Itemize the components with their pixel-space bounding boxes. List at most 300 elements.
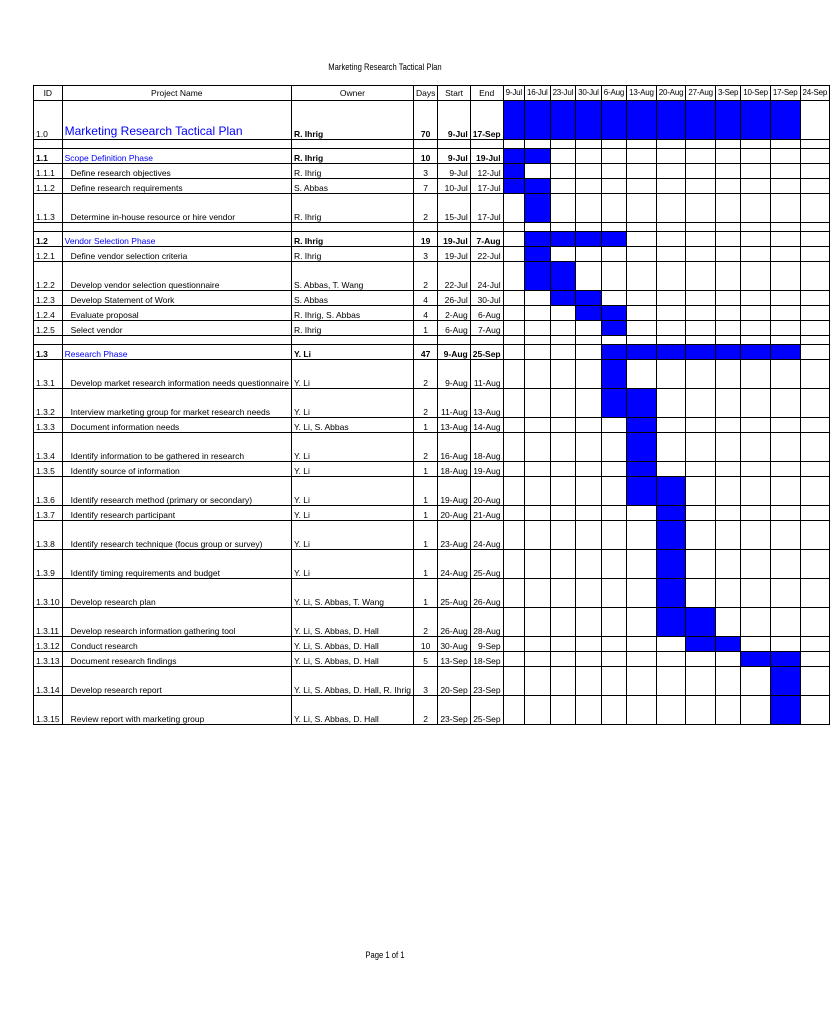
gantt-empty-cell [715, 579, 740, 608]
task-name [62, 232, 291, 247]
days: 70 [413, 101, 437, 140]
gantt-empty-cell [715, 433, 740, 462]
gantt-empty-cell [524, 506, 550, 521]
start-date: 11-Aug [438, 389, 470, 418]
gantt-empty-cell [627, 262, 657, 291]
gantt-empty-cell [503, 550, 524, 579]
task-name [62, 462, 291, 477]
gantt-empty-cell [656, 232, 686, 247]
gantt-empty-cell [741, 247, 771, 262]
empty-cell [438, 336, 470, 345]
owner: R. Ihrig [291, 194, 413, 223]
end-date: 25-Sep [470, 696, 503, 725]
gantt-empty-cell [715, 306, 740, 321]
task-name-text: Develop research report [70, 685, 162, 695]
gantt-bar-cell [715, 101, 740, 140]
days: 47 [413, 345, 437, 360]
gantt-empty-cell [715, 247, 740, 262]
start-date: 23-Aug [438, 521, 470, 550]
gantt-empty-cell [800, 247, 830, 262]
week-header: 27-Aug [686, 86, 716, 101]
gantt-empty-cell [601, 179, 626, 194]
gantt-bar-cell [601, 321, 626, 336]
gantt-empty-cell [601, 247, 626, 262]
task-row [34, 521, 830, 550]
task-name [62, 579, 291, 608]
end-date: 7-Aug [470, 321, 503, 336]
gantt-empty-cell [656, 306, 686, 321]
gantt-empty-cell [524, 306, 550, 321]
gantt-empty-cell [715, 360, 740, 389]
task-row [34, 667, 830, 696]
gantt-empty-cell [576, 179, 602, 194]
gantt-bar-cell [770, 667, 800, 696]
gantt-empty-cell [656, 418, 686, 433]
gantt-bar-cell [627, 433, 657, 462]
days: 19 [413, 232, 437, 247]
start-date: 26-Aug [438, 608, 470, 637]
gantt-bar-cell [550, 291, 576, 306]
gantt-bar-cell [770, 345, 800, 360]
owner: Y. Li, S. Abbas, D. Hall [291, 637, 413, 652]
gantt-empty-cell [576, 164, 602, 179]
row-id: 1.2.5 [34, 321, 63, 336]
gantt-empty-cell [576, 608, 602, 637]
days: 5 [413, 652, 437, 667]
gantt-empty-cell [550, 321, 576, 336]
end-date: 18-Sep [470, 652, 503, 667]
empty-cell [413, 140, 437, 149]
gantt-bar-cell [524, 179, 550, 194]
row-id: 1.3.12 [34, 637, 63, 652]
start-date: 10-Jul [438, 179, 470, 194]
start-date: 20-Aug [438, 506, 470, 521]
owner: R. Ihrig [291, 247, 413, 262]
owner: R. Ihrig [291, 149, 413, 164]
gantt-empty-cell [550, 179, 576, 194]
gantt-bar-cell [656, 506, 686, 521]
gantt-empty-cell [601, 477, 626, 506]
gantt-empty-cell [770, 179, 800, 194]
task-name [62, 306, 291, 321]
gantt-empty-cell [550, 506, 576, 521]
gantt-empty-cell [524, 433, 550, 462]
days: 3 [413, 667, 437, 696]
spacer-row [34, 336, 830, 345]
task-name-text: Document research findings [70, 656, 177, 666]
empty-cell [601, 336, 626, 345]
gantt-empty-cell [550, 389, 576, 418]
gantt-empty-cell [550, 667, 576, 696]
empty-cell [656, 140, 686, 149]
gantt-empty-cell [686, 149, 716, 164]
task-name-text: Conduct research [70, 641, 138, 651]
gantt-empty-cell [686, 291, 716, 306]
end-date: 17-Sep [470, 101, 503, 140]
gantt-empty-cell [550, 550, 576, 579]
gantt-empty-cell [770, 608, 800, 637]
start-date: 15-Jul [438, 194, 470, 223]
end-date: 9-Sep [470, 637, 503, 652]
task-row [34, 418, 830, 433]
task-name-text: Review report with marketing group [70, 714, 205, 724]
task-row [34, 608, 830, 637]
row-id: 1.1.1 [34, 164, 63, 179]
row-id: 1.3.9 [34, 550, 63, 579]
gantt-empty-cell [627, 194, 657, 223]
gantt-empty-cell [686, 321, 716, 336]
gantt-empty-cell [627, 521, 657, 550]
empty-cell [627, 336, 657, 345]
gantt-empty-cell [715, 521, 740, 550]
gantt-empty-cell [800, 477, 830, 506]
task-row [34, 164, 830, 179]
gantt-empty-cell [550, 345, 576, 360]
row-id: 1.3.4 [34, 433, 63, 462]
gantt-bar-cell [503, 149, 524, 164]
gantt-bar-cell [770, 652, 800, 667]
gantt-bar-cell [741, 101, 771, 140]
gantt-empty-cell [601, 652, 626, 667]
empty-cell [627, 140, 657, 149]
gantt-empty-cell [503, 667, 524, 696]
gantt-empty-cell [627, 637, 657, 652]
week-header: 3-Sep [715, 86, 740, 101]
gantt-bar-cell [770, 101, 800, 140]
gantt-empty-cell [656, 321, 686, 336]
start-date: 18-Aug [438, 462, 470, 477]
gantt-bar-cell [686, 637, 716, 652]
days: 1 [413, 550, 437, 579]
week-header: 16-Jul [524, 86, 550, 101]
gantt-empty-cell [800, 521, 830, 550]
row-id: 1.3.2 [34, 389, 63, 418]
gantt-empty-cell [627, 291, 657, 306]
gantt-empty-cell [741, 696, 771, 725]
gantt-empty-cell [770, 477, 800, 506]
task-row [34, 389, 830, 418]
end-date: 24-Aug [470, 521, 503, 550]
empty-cell [601, 140, 626, 149]
task-name [62, 521, 291, 550]
gantt-empty-cell [524, 418, 550, 433]
task-name-text: Develop research information gathering tool [70, 626, 236, 636]
empty-cell [656, 336, 686, 345]
gantt-empty-cell [741, 321, 771, 336]
gantt-empty-cell [627, 506, 657, 521]
start-date: 25-Aug [438, 579, 470, 608]
gantt-empty-cell [503, 637, 524, 652]
start-date: 2-Aug [438, 306, 470, 321]
gantt-empty-cell [686, 652, 716, 667]
owner: Y. Li, S. Abbas, T. Wang [291, 579, 413, 608]
end-date: 28-Aug [470, 608, 503, 637]
days-header: Days [413, 86, 437, 101]
gantt-empty-cell [741, 262, 771, 291]
row-id: 1.1 [34, 149, 63, 164]
owner: S. Abbas, T. Wang [291, 262, 413, 291]
start-date: 9-Aug [438, 360, 470, 389]
end-date: 14-Aug [470, 418, 503, 433]
row-id: 1.3.15 [34, 696, 63, 725]
gantt-empty-cell [601, 637, 626, 652]
gantt-empty-cell [601, 462, 626, 477]
owner: S. Abbas [291, 179, 413, 194]
start-date: 19-Jul [438, 232, 470, 247]
gantt-empty-cell [715, 149, 740, 164]
gantt-empty-cell [686, 667, 716, 696]
task-name [62, 506, 291, 521]
gantt-empty-cell [715, 321, 740, 336]
start-date: 19-Jul [438, 247, 470, 262]
owner: Y. Li, S. Abbas, D. Hall, R. Ihrig [291, 667, 413, 696]
empty-cell [413, 223, 437, 232]
plan-body [34, 101, 830, 725]
end-date: 12-Jul [470, 164, 503, 179]
gantt-empty-cell [741, 291, 771, 306]
days: 1 [413, 462, 437, 477]
days: 3 [413, 247, 437, 262]
project-name-header: Project Name [62, 86, 291, 101]
gantt-bar-cell [524, 262, 550, 291]
week-header: 30-Jul [576, 86, 602, 101]
gantt-empty-cell [741, 194, 771, 223]
gantt-empty-cell [576, 321, 602, 336]
owner: Y. Li [291, 521, 413, 550]
task-name-text: Select vendor [70, 325, 123, 335]
gantt-empty-cell [524, 608, 550, 637]
page-number: Page 1 of 1 [365, 950, 405, 960]
task-name-text: Evaluate proposal [70, 310, 139, 320]
days: 2 [413, 389, 437, 418]
gantt-empty-cell [770, 521, 800, 550]
start-date: 16-Aug [438, 433, 470, 462]
task-row [34, 579, 830, 608]
gantt-empty-cell [770, 262, 800, 291]
gantt-empty-cell [800, 579, 830, 608]
empty-cell [470, 336, 503, 345]
gantt-empty-cell [627, 608, 657, 637]
row-id: 1.1.2 [34, 179, 63, 194]
gantt-empty-cell [524, 637, 550, 652]
gantt-empty-cell [800, 550, 830, 579]
gantt-empty-cell [715, 262, 740, 291]
row-id: 1.3.11 [34, 608, 63, 637]
gantt-empty-cell [503, 521, 524, 550]
gantt-empty-cell [601, 608, 626, 637]
task-name-text: Develop vendor selection questionnaire [70, 280, 220, 290]
task-name [62, 433, 291, 462]
empty-cell [686, 223, 716, 232]
gantt-empty-cell [800, 345, 830, 360]
empty-cell [576, 336, 602, 345]
gantt-empty-cell [741, 506, 771, 521]
gantt-empty-cell [576, 550, 602, 579]
owner: Y. Li, S. Abbas, D. Hall [291, 696, 413, 725]
gantt-bar-cell [770, 696, 800, 725]
empty-cell [291, 223, 413, 232]
gantt-empty-cell [800, 149, 830, 164]
gantt-empty-cell [741, 608, 771, 637]
task-name [62, 389, 291, 418]
gantt-empty-cell [800, 306, 830, 321]
empty-cell [715, 223, 740, 232]
empty-cell [438, 223, 470, 232]
gantt-empty-cell [503, 608, 524, 637]
gantt-empty-cell [741, 667, 771, 696]
task-name-text: Develop Statement of Work [70, 295, 175, 305]
gantt-bar-cell [627, 477, 657, 506]
gantt-empty-cell [800, 433, 830, 462]
start-date: 9-Aug [438, 345, 470, 360]
days: 2 [413, 262, 437, 291]
gantt-empty-cell [627, 652, 657, 667]
days: 10 [413, 149, 437, 164]
empty-cell [656, 223, 686, 232]
gantt-empty-cell [715, 291, 740, 306]
gantt-empty-cell [686, 462, 716, 477]
owner: Y. Li [291, 389, 413, 418]
empty-cell [770, 140, 800, 149]
task-row [34, 652, 830, 667]
gantt-empty-cell [656, 360, 686, 389]
gantt-empty-cell [627, 579, 657, 608]
empty-cell [34, 223, 63, 232]
gantt-empty-cell [550, 521, 576, 550]
gantt-empty-cell [800, 667, 830, 696]
gantt-bar-cell [576, 291, 602, 306]
gantt-empty-cell [715, 194, 740, 223]
gantt-empty-cell [800, 608, 830, 637]
task-row [34, 306, 830, 321]
gantt-bar-cell [715, 637, 740, 652]
gantt-bar-cell [656, 101, 686, 140]
gantt-empty-cell [656, 462, 686, 477]
gantt-empty-cell [715, 232, 740, 247]
gantt-empty-cell [524, 360, 550, 389]
task-name [62, 652, 291, 667]
row-id: 1.2.2 [34, 262, 63, 291]
week-header: 9-Jul [503, 86, 524, 101]
row-id: 1.2 [34, 232, 63, 247]
gantt-empty-cell [576, 194, 602, 223]
gantt-bar-cell [601, 360, 626, 389]
gantt-empty-cell [800, 360, 830, 389]
gantt-empty-cell [741, 232, 771, 247]
gantt-empty-cell [741, 149, 771, 164]
owner: R. Ihrig, S. Abbas [291, 306, 413, 321]
task-name-text: Determine in-house resource or hire vendor [70, 212, 236, 222]
project-row [34, 101, 830, 140]
owner: Y. Li [291, 360, 413, 389]
gantt-empty-cell [503, 506, 524, 521]
gantt-empty-cell [741, 579, 771, 608]
owner: R. Ihrig [291, 232, 413, 247]
week-header: 10-Sep [741, 86, 771, 101]
task-name [62, 291, 291, 306]
task-name-text: Define research objectives [70, 168, 171, 178]
gantt-empty-cell [576, 521, 602, 550]
gantt-empty-cell [656, 179, 686, 194]
gantt-empty-cell [576, 262, 602, 291]
gantt-empty-cell [800, 262, 830, 291]
gantt-empty-cell [656, 247, 686, 262]
gantt-empty-cell [550, 247, 576, 262]
gantt-empty-cell [550, 462, 576, 477]
days: 1 [413, 418, 437, 433]
task-name-text: Vendor Selection Phase [64, 236, 156, 246]
gantt-empty-cell [741, 521, 771, 550]
gantt-empty-cell [503, 232, 524, 247]
gantt-empty-cell [686, 696, 716, 725]
gantt-empty-cell [656, 652, 686, 667]
end-date: 11-Aug [470, 360, 503, 389]
gantt-empty-cell [686, 262, 716, 291]
empty-cell [576, 140, 602, 149]
gantt-empty-cell [576, 389, 602, 418]
row-id: 1.3.3 [34, 418, 63, 433]
empty-cell [770, 223, 800, 232]
start-date: 22-Jul [438, 262, 470, 291]
gantt-bar-cell [715, 345, 740, 360]
days: 4 [413, 291, 437, 306]
empty-cell [715, 336, 740, 345]
gantt-empty-cell [770, 194, 800, 223]
task-name [62, 149, 291, 164]
gantt-empty-cell [770, 360, 800, 389]
end-date: 26-Aug [470, 579, 503, 608]
task-name [62, 194, 291, 223]
row-id: 1.0 [34, 101, 63, 140]
gantt-empty-cell [800, 291, 830, 306]
week-header: 20-Aug [656, 86, 686, 101]
gantt-empty-cell [576, 506, 602, 521]
end-date: 17-Jul [470, 179, 503, 194]
empty-cell [470, 140, 503, 149]
end-date: 13-Aug [470, 389, 503, 418]
gantt-empty-cell [770, 149, 800, 164]
gantt-empty-cell [770, 433, 800, 462]
task-row [34, 433, 830, 462]
gantt-empty-cell [656, 433, 686, 462]
empty-cell [62, 140, 291, 149]
empty-cell [34, 336, 63, 345]
empty-cell [800, 336, 830, 345]
gantt-empty-cell [770, 306, 800, 321]
task-row [34, 637, 830, 652]
task-name-text: Develop market research information needs questionnaire [70, 378, 289, 388]
owner: R. Ihrig [291, 164, 413, 179]
days: 1 [413, 521, 437, 550]
gantt-empty-cell [686, 477, 716, 506]
end-date: 24-Jul [470, 262, 503, 291]
task-name [62, 696, 291, 725]
phase-row [34, 149, 830, 164]
gantt-empty-cell [503, 389, 524, 418]
owner: Y. Li [291, 345, 413, 360]
empty-cell [413, 336, 437, 345]
gantt-empty-cell [627, 149, 657, 164]
gantt-empty-cell [601, 418, 626, 433]
gantt-bar-cell [627, 389, 657, 418]
gantt-empty-cell [503, 291, 524, 306]
gantt-bar-cell [627, 345, 657, 360]
days: 7 [413, 179, 437, 194]
gantt-empty-cell [715, 477, 740, 506]
days: 1 [413, 579, 437, 608]
gantt-empty-cell [550, 433, 576, 462]
end-date: 17-Jul [470, 194, 503, 223]
